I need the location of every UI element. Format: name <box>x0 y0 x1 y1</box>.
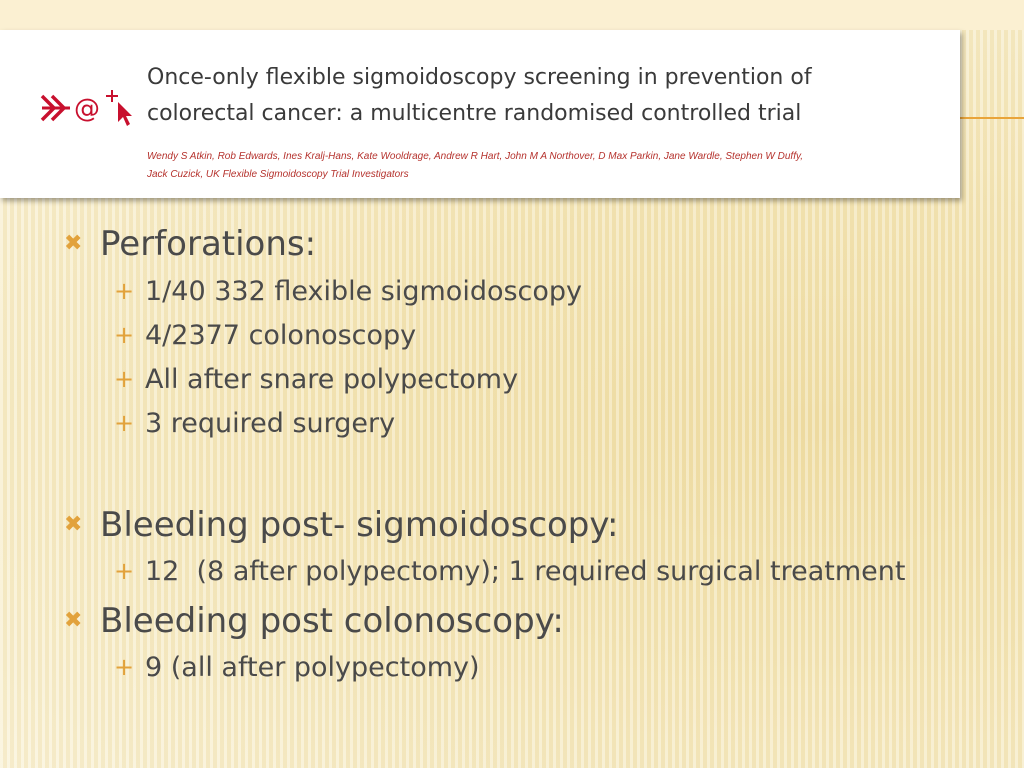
cross-bullet-icon: ✖ <box>64 608 83 633</box>
sub-bullet-text: 12 (8 after polypectomy); 1 required surgical treatment <box>145 556 906 587</box>
article-authors-line: Jack Cuzick, UK Flexible Sigmoidoscopy Trial Investigators <box>147 169 409 180</box>
sub-bullet <box>114 320 416 351</box>
sub-bullet-text: 1/40 332 flexible sigmoidoscopy <box>145 276 583 307</box>
cross-bullet-icon: ✖ <box>64 512 83 537</box>
article-authors-line: Wendy S Atkin, Rob Edwards, Ines Kralj-Hans, Kate Wooldrage, Andrew R Hart, John M A Northover, D Max Parkin, Jane Wardle, Stephen W Duffy, <box>147 151 804 162</box>
bullet-heading: Bleeding post- sigmoidoscopy: <box>100 505 619 545</box>
sub-bullet <box>114 652 480 683</box>
bullet-heading: Perforations: <box>100 224 317 264</box>
sub-bullet-text: All after snare polypectomy <box>145 364 519 395</box>
plus-bullet-icon: + <box>114 409 135 437</box>
bullet-bleeding-post-sigmoidoscopy <box>64 505 618 545</box>
article-authors <box>147 148 937 184</box>
sub-bullet-text: 3 required surgery <box>145 408 396 439</box>
article-title-line: colorectal cancer: a multicentre randomised controlled trial <box>147 101 802 126</box>
sub-bullet-text: 9 (all after polypectomy) <box>145 652 480 683</box>
svg-text:@: @ <box>74 94 100 124</box>
plus-bullet-icon: + <box>114 365 135 393</box>
sub-bullet-text: 4/2377 colonoscopy <box>145 320 417 351</box>
plus-bullet-icon: + <box>114 277 135 305</box>
article-title-line: Once-only flexible sigmoidoscopy screening in prevention of <box>147 65 812 90</box>
plus-bullet-icon: + <box>114 321 135 349</box>
plus-bullet-icon: + <box>114 653 135 681</box>
sub-bullet <box>114 556 905 587</box>
bullet-bleeding-post-colonoscopy <box>64 601 564 641</box>
bullet-perforations <box>64 224 316 264</box>
cross-bullet-icon: ✖ <box>64 231 83 256</box>
plus-bullet-icon: + <box>114 557 135 585</box>
bullet-heading: Bleeding post colonoscopy: <box>100 601 564 641</box>
article-title <box>147 60 937 132</box>
sub-bullet <box>114 408 395 439</box>
sub-bullet <box>114 364 518 395</box>
sub-bullet <box>114 276 582 307</box>
